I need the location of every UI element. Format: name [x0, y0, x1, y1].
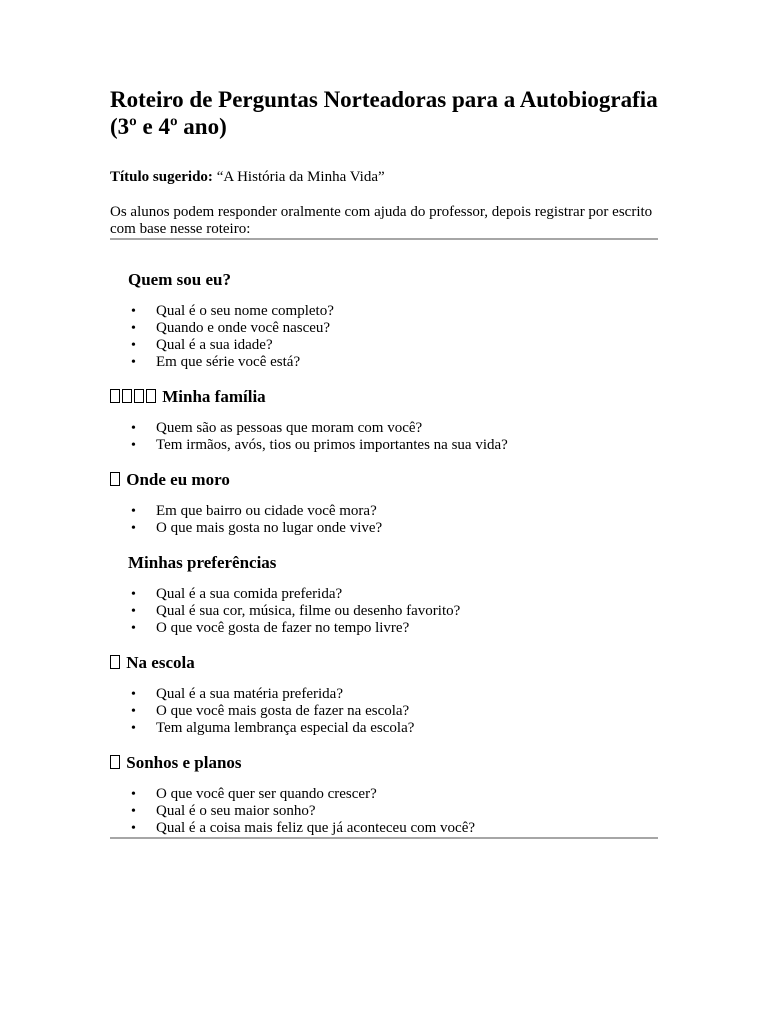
section-heading-row [110, 653, 658, 673]
section-heading: Minha família [162, 387, 266, 406]
star-emoji-missing-glyph-icon [110, 753, 122, 772]
school-emoji-missing-glyph-icon [110, 653, 122, 672]
list-item: • Quando e onde você nasceu? [110, 320, 658, 337]
list-item: • O que mais gosta no lugar onde vive? [110, 520, 658, 537]
list-item: • Qual é a sua comida preferida? [110, 586, 658, 603]
list-item: • O que você gosta de fazer no tempo livre? [110, 620, 658, 637]
section-heading: Onde eu moro [126, 470, 230, 489]
section-heading: Sonhos e planos [126, 753, 242, 772]
list-item: • Qual é a coisa mais feliz que já aconteceu com você? [110, 820, 658, 837]
section-heading: Na escola [126, 653, 195, 672]
list-item: • Qual é sua cor, música, filme ou desenho favorito? [110, 603, 658, 620]
section-minhas-preferencias [110, 553, 658, 637]
list-item: • Qual é o seu maior sonho? [110, 803, 658, 820]
question-list [110, 686, 658, 737]
list-item: • Qual é a sua idade? [110, 337, 658, 354]
section-heading-row [110, 470, 658, 490]
question-list [110, 503, 658, 537]
bottom-divider [110, 837, 658, 839]
suggested-title [110, 169, 658, 186]
section-quem-sou-eu [110, 270, 658, 371]
section-onde-eu-moro [110, 470, 658, 537]
section-sonhos-e-planos [110, 753, 658, 837]
list-item: • Quem são as pessoas que moram com você? [110, 420, 658, 437]
list-item: • O que você quer ser quando crescer? [110, 786, 658, 803]
suggested-title-label: Título sugerido: [110, 169, 213, 185]
family-emoji-missing-glyph-icon [110, 387, 158, 406]
list-item: • Em que série você está? [110, 354, 658, 371]
list-item: • O que você mais gosta de fazer na escola? [110, 703, 658, 720]
top-divider [110, 238, 658, 240]
list-item: • Em que bairro ou cidade você mora? [110, 503, 658, 520]
section-heading-row [110, 387, 658, 407]
list-item: • Tem irmãos, avós, tios ou primos importantes na sua vida? [110, 437, 658, 454]
suggested-title-value: “A História da Minha Vida” [216, 169, 385, 185]
question-list [110, 303, 658, 371]
house-emoji-missing-glyph-icon [110, 470, 122, 489]
section-heading: Quem sou eu? [128, 270, 231, 289]
list-item: • Qual é o seu nome completo? [110, 303, 658, 320]
intro-paragraph: Os alunos podem responder oralmente com ajuda do professor, depois registrar por escrito com base nesse roteiro: [110, 204, 653, 237]
section-na-escola [110, 653, 658, 737]
question-list [110, 420, 658, 454]
section-minha-familia [110, 387, 658, 454]
list-item: • Tem alguma lembrança especial da escola? [110, 720, 658, 737]
document-content [110, 86, 658, 839]
question-list [110, 786, 658, 837]
question-list [110, 586, 658, 637]
list-item: • Qual é a sua matéria preferida? [110, 686, 658, 703]
document-title: Roteiro de Perguntas Norteadoras para a Autobiografia (3º e 4º ano) [110, 87, 658, 139]
section-heading: Minhas preferências [128, 553, 277, 572]
section-heading-row [110, 753, 658, 773]
